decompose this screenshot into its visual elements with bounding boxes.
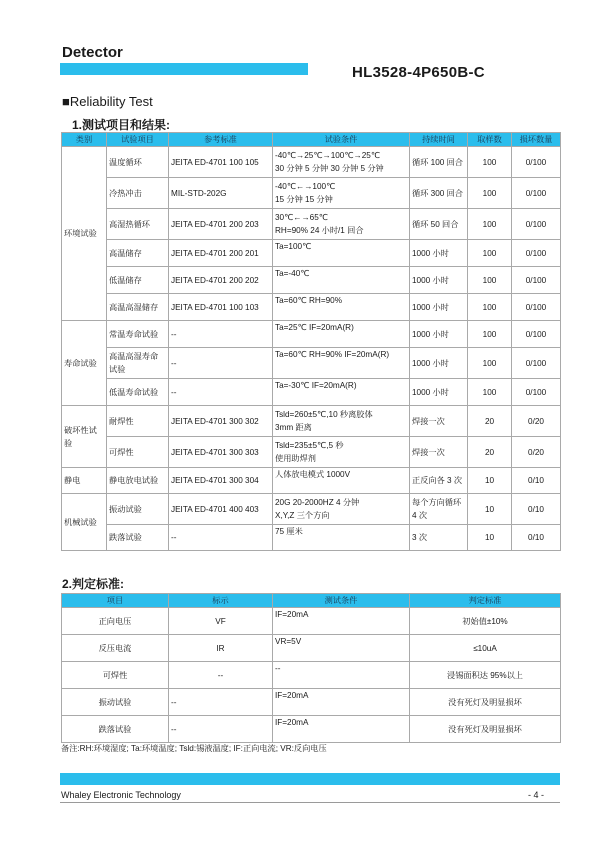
failures-cell: 0/100 <box>512 147 561 178</box>
header-category: 类别 <box>62 133 107 147</box>
company-name: Whaley Electronic Technology <box>61 790 181 800</box>
table-header-row <box>62 594 561 608</box>
standard-cell: JEITA ED-4701 200 202 <box>169 267 273 294</box>
category-cell: 机械试验 <box>62 494 107 551</box>
samples-cell: 100 <box>468 240 512 267</box>
samples-cell: 100 <box>468 294 512 321</box>
header-criterion: 判定标准 <box>410 594 561 608</box>
duration-cell: 1000 小时 <box>410 294 468 321</box>
duration-cell: 1000 小时 <box>410 348 468 379</box>
header-samples: 取样数 <box>468 133 512 147</box>
table-row <box>62 379 561 406</box>
condition-cell: 人体放电模式 1000V <box>273 468 410 494</box>
table-row <box>62 437 561 468</box>
item-cell: 温度循环 <box>107 147 169 178</box>
condition-line: 15 分钟 15 分钟 <box>275 195 333 204</box>
condition-line: 20G 20-2000HZ 4 分钟 <box>275 498 360 507</box>
standard-cell: -- <box>169 379 273 406</box>
condition-cell: IF=20mA <box>273 608 410 635</box>
category-cell: 环境试验 <box>62 147 107 321</box>
criterion-cell: 没有死灯及明显损坏 <box>410 716 561 743</box>
condition-line: 3mm 距离 <box>275 423 312 432</box>
table-row <box>62 209 561 240</box>
item-cell: 低温寿命试验 <box>107 379 169 406</box>
condition-line: -40℃→25℃→100℃→25℃ <box>275 151 381 160</box>
condition-cell <box>273 406 410 437</box>
standard-cell: MIL-STD-202G <box>169 178 273 209</box>
condition-line: RH=90% 24 小时/1 回合 <box>275 226 364 235</box>
item-line: 试验 <box>109 365 126 374</box>
condition-cell: 75 厘米 <box>273 525 410 551</box>
standard-cell: JEITA ED-4701 300 303 <box>169 437 273 468</box>
condition-cell <box>273 494 410 525</box>
item-cell: 跌落试验 <box>107 525 169 551</box>
standard-cell: -- <box>169 321 273 348</box>
item-cell: 振动试验 <box>107 494 169 525</box>
duration-cell: 循环 300 回合 <box>410 178 468 209</box>
standard-cell: JEITA ED-4701 300 304 <box>169 468 273 494</box>
criterion-cell: 初始值±10% <box>410 608 561 635</box>
table-row <box>62 635 561 662</box>
standard-cell: JEITA ED-4701 100 105 <box>169 147 273 178</box>
footer-divider <box>60 802 560 803</box>
table1-title: 1.测试项目和结果: <box>72 118 171 132</box>
samples-cell: 10 <box>468 494 512 525</box>
failures-cell: 0/100 <box>512 240 561 267</box>
symbol-cell: IR <box>169 635 273 662</box>
duration-cell: 1000 小时 <box>410 321 468 348</box>
item-cell: 静电放电试验 <box>107 468 169 494</box>
duration-line: 每个方向循环 <box>412 498 462 507</box>
table-row <box>62 267 561 294</box>
samples-cell: 100 <box>468 348 512 379</box>
header-duration: 持续时间 <box>410 133 468 147</box>
samples-cell: 10 <box>468 525 512 551</box>
symbol-cell: -- <box>169 716 273 743</box>
condition-cell: Ta=-40℃ <box>273 267 410 294</box>
table-row <box>62 321 561 348</box>
item-cell: 冷热冲击 <box>107 178 169 209</box>
condition-cell: Ta=-30℃ IF=20mA(R) <box>273 379 410 406</box>
standard-cell: -- <box>169 348 273 379</box>
samples-cell: 20 <box>468 437 512 468</box>
duration-cell: 1000 小时 <box>410 240 468 267</box>
duration-cell <box>410 494 468 525</box>
samples-cell: 100 <box>468 147 512 178</box>
standard-cell: -- <box>169 525 273 551</box>
brand-title: Detector <box>62 44 123 61</box>
item-cell: 反压电流 <box>62 635 169 662</box>
samples-cell: 100 <box>468 267 512 294</box>
duration-cell: 焊接一次 <box>410 406 468 437</box>
samples-cell: 100 <box>468 209 512 240</box>
header-standard: 参考标准 <box>169 133 273 147</box>
criterion-cell: 浸锡面积达 95%以上 <box>410 662 561 689</box>
condition-cell: Ta=60℃ RH=90% IF=20mA(R) <box>273 348 410 379</box>
table-row <box>62 240 561 267</box>
table-row <box>62 147 561 178</box>
item-cell: 低温储存 <box>107 267 169 294</box>
item-cell: 常温寿命试验 <box>107 321 169 348</box>
table-row <box>62 716 561 743</box>
condition-cell <box>273 147 410 178</box>
table-row <box>62 468 561 494</box>
category-cell: 寿命试验 <box>62 321 107 406</box>
condition-cell: Ta=60℃ RH=90% <box>273 294 410 321</box>
item-cell <box>107 348 169 379</box>
table-row <box>62 178 561 209</box>
criterion-cell: 没有死灯及明显损坏 <box>410 689 561 716</box>
category-cell: 破坏性试验 <box>62 406 107 468</box>
samples-cell: 100 <box>468 379 512 406</box>
item-cell: 振动试验 <box>62 689 169 716</box>
table2-title: 2.判定标准: <box>62 577 125 591</box>
reliability-test-table <box>61 132 561 551</box>
duration-cell: 焊接一次 <box>410 437 468 468</box>
condition-line: 30℃←→65℃ <box>275 213 328 222</box>
samples-cell: 100 <box>468 178 512 209</box>
failures-cell: 0/100 <box>512 209 561 240</box>
samples-cell: 20 <box>468 406 512 437</box>
condition-cell: Ta=100℃ <box>273 240 410 267</box>
standard-cell: JEITA ED-4701 200 201 <box>169 240 273 267</box>
item-cell: 正向电压 <box>62 608 169 635</box>
duration-cell: 正反向各 3 次 <box>410 468 468 494</box>
item-cell: 跌落试验 <box>62 716 169 743</box>
condition-line: X,Y,Z 三个方向 <box>275 511 330 520</box>
failures-cell: 0/100 <box>512 267 561 294</box>
condition-line: Tsld=260±5℃,10 秒离胶体 <box>275 410 373 419</box>
header-condition: 测试条件 <box>273 594 410 608</box>
table-row <box>62 689 561 716</box>
symbol-cell: -- <box>169 689 273 716</box>
standard-cell: JEITA ED-4701 400 403 <box>169 494 273 525</box>
table-row <box>62 662 561 689</box>
header-accent-bar <box>60 63 308 75</box>
samples-cell: 100 <box>468 321 512 348</box>
duration-cell: 3 次 <box>410 525 468 551</box>
failures-cell: 0/100 <box>512 348 561 379</box>
item-cell: 高温储存 <box>107 240 169 267</box>
symbol-cell: VF <box>169 608 273 635</box>
failures-cell: 0/20 <box>512 406 561 437</box>
table-row <box>62 608 561 635</box>
item-cell: 高温高湿储存 <box>107 294 169 321</box>
header-condition: 试验条件 <box>273 133 410 147</box>
table-row <box>62 348 561 379</box>
criterion-cell: ≤10uA <box>410 635 561 662</box>
table-row <box>62 525 561 551</box>
item-cell: 可焊性 <box>107 437 169 468</box>
item-line: 高温高湿寿命 <box>109 352 159 361</box>
duration-cell: 循环 50 回合 <box>410 209 468 240</box>
failures-cell: 0/10 <box>512 468 561 494</box>
duration-cell: 1000 小时 <box>410 379 468 406</box>
table-header-row <box>62 133 561 147</box>
condition-cell <box>273 437 410 468</box>
condition-cell: IF=20mA <box>273 716 410 743</box>
condition-cell: VR=5V <box>273 635 410 662</box>
standard-cell: JEITA ED-4701 200 203 <box>169 209 273 240</box>
page-number: - 4 - <box>528 790 545 800</box>
item-cell: 耐焊性 <box>107 406 169 437</box>
failures-cell: 0/10 <box>512 525 561 551</box>
symbol-cell: -- <box>169 662 273 689</box>
header-failures: 损坏数量 <box>512 133 561 147</box>
condition-cell: Ta=25℃ IF=20mA(R) <box>273 321 410 348</box>
failures-cell: 0/100 <box>512 294 561 321</box>
table-row <box>62 494 561 525</box>
footnote: 备注:RH:环境湿度; Ta:环境温度; Tsld:锡液温度; IF:正向电流; VR:反向电压 <box>61 744 327 753</box>
standard-cell: JEITA ED-4701 100 103 <box>169 294 273 321</box>
condition-line: 使用助焊剂 <box>275 454 316 463</box>
table-row <box>62 294 561 321</box>
standard-cell: JEITA ED-4701 300 302 <box>169 406 273 437</box>
condition-cell: -- <box>273 662 410 689</box>
failures-cell: 0/100 <box>512 321 561 348</box>
item-cell: 可焊性 <box>62 662 169 689</box>
duration-cell: 循环 100 回合 <box>410 147 468 178</box>
condition-cell <box>273 209 410 240</box>
item-cell: 高湿热循环 <box>107 209 169 240</box>
condition-cell <box>273 178 410 209</box>
condition-line: 30 分钟 5 分钟 30 分钟 5 分钟 <box>275 164 384 173</box>
failures-cell: 0/10 <box>512 494 561 525</box>
condition-line: Tsld=235±5℃,5 秒 <box>275 441 344 450</box>
section-title: ■Reliability Test <box>62 94 153 109</box>
failures-cell: 0/100 <box>512 178 561 209</box>
footer-accent-bar <box>60 773 560 785</box>
header-item: 项目 <box>62 594 169 608</box>
condition-cell: IF=20mA <box>273 689 410 716</box>
header-symbol: 标示 <box>169 594 273 608</box>
part-number: HL3528-4P650B-C <box>352 64 485 81</box>
condition-line: -40℃←→100℃ <box>275 182 336 191</box>
duration-line: 4 次 <box>412 511 428 520</box>
duration-cell: 1000 小时 <box>410 267 468 294</box>
category-cell: 静电 <box>62 468 107 494</box>
samples-cell: 10 <box>468 468 512 494</box>
judgement-criteria-table <box>61 593 561 743</box>
failures-cell: 0/20 <box>512 437 561 468</box>
failures-cell: 0/100 <box>512 379 561 406</box>
header-item: 试验项目 <box>107 133 169 147</box>
table-row <box>62 406 561 437</box>
